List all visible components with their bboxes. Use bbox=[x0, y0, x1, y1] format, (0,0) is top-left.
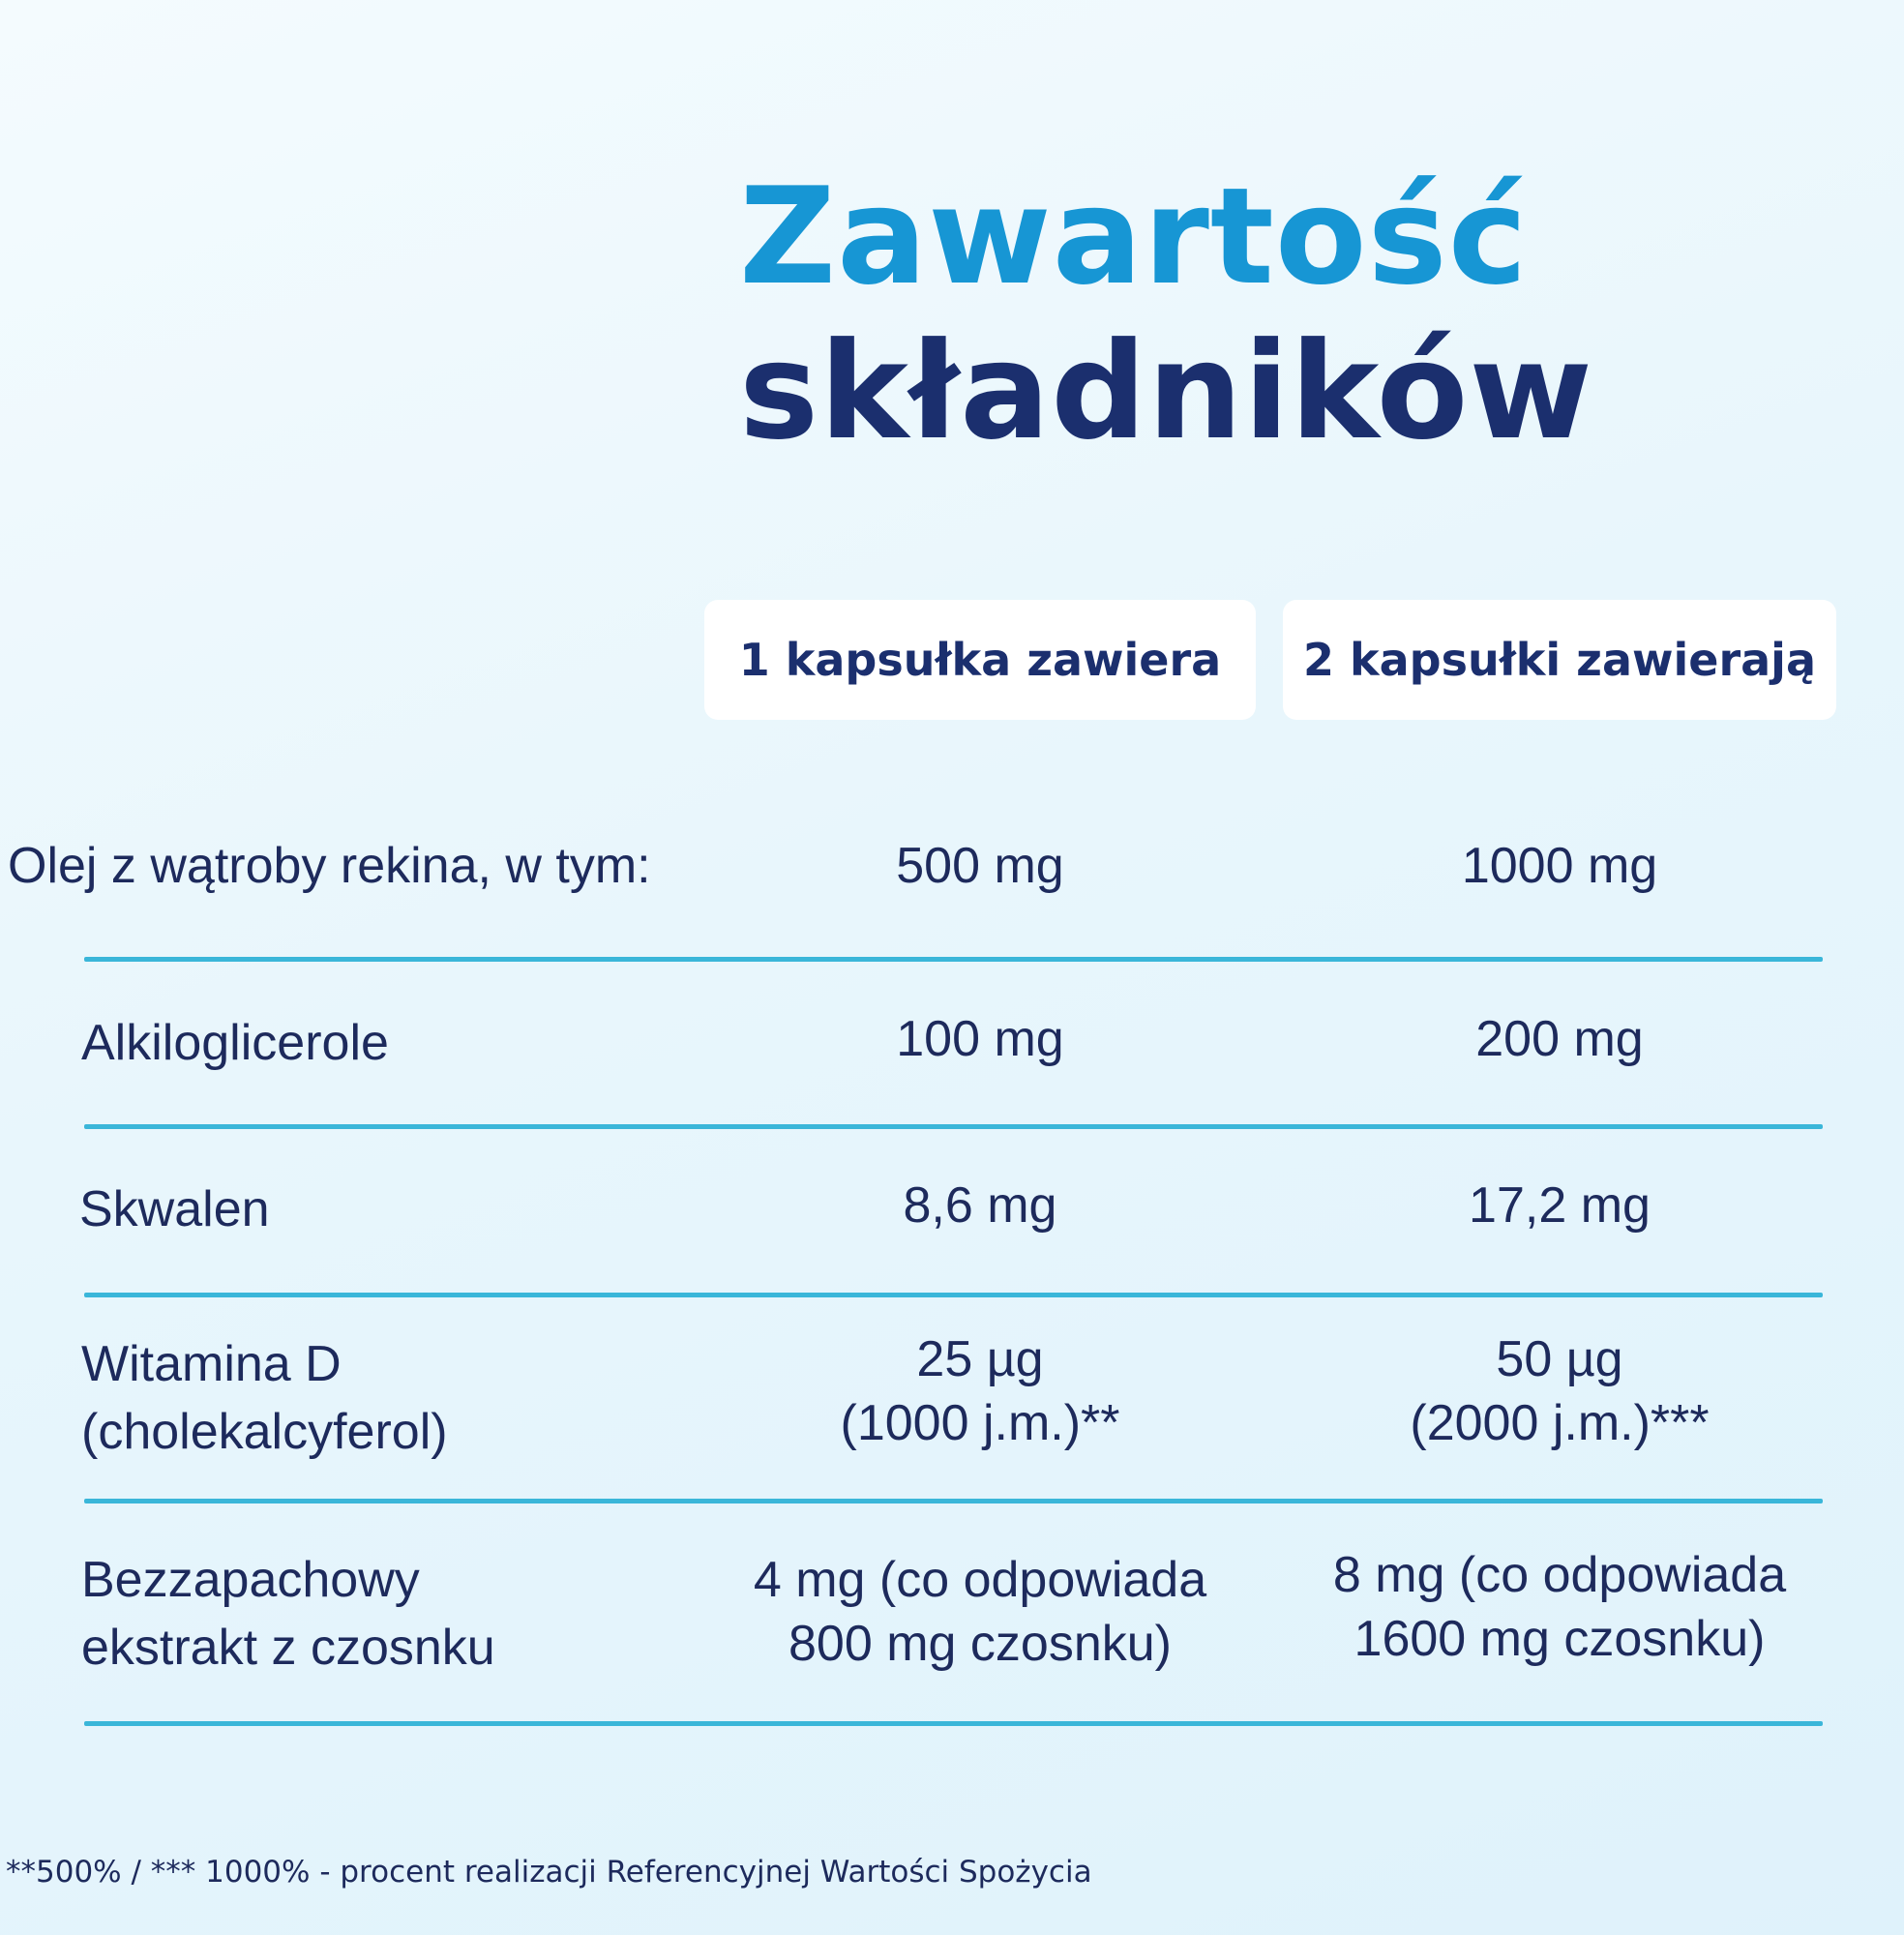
row-value-2-capsules bbox=[1283, 834, 1836, 898]
row-value-2-capsules bbox=[1283, 1543, 1836, 1671]
row-label-line: Alkiloglicerole bbox=[81, 1015, 389, 1071]
column-header-1-capsule: 1 kapsułka zawiera bbox=[704, 600, 1256, 720]
value-line: 1600 mg czosnku) bbox=[1354, 1611, 1766, 1667]
page-title bbox=[739, 160, 1852, 469]
value-line: 500 mg bbox=[896, 838, 1064, 894]
row-label-line: Witamina D bbox=[81, 1336, 342, 1392]
value-line: 25 µg bbox=[916, 1331, 1044, 1387]
row-label-line: (cholekalcyferol) bbox=[81, 1404, 448, 1460]
row-value-1-capsule bbox=[704, 834, 1256, 898]
value-line: 8,6 mg bbox=[903, 1177, 1057, 1234]
row-divider bbox=[84, 1124, 1823, 1129]
title-line-2: składników bbox=[739, 313, 1593, 469]
row-label-line: Bezzapachowy bbox=[81, 1552, 420, 1608]
title-line-1: Zawartość bbox=[739, 159, 1529, 314]
row-label-squalene bbox=[79, 1176, 270, 1243]
value-line: 800 mg czosnku) bbox=[788, 1616, 1172, 1672]
value-line: 50 µg bbox=[1496, 1331, 1623, 1387]
row-divider bbox=[84, 1499, 1823, 1503]
row-divider bbox=[84, 1721, 1823, 1726]
row-label-shark-liver-oil bbox=[8, 832, 651, 900]
value-line: 4 mg (co odpowiada bbox=[753, 1552, 1207, 1608]
value-line: 200 mg bbox=[1475, 1011, 1644, 1067]
row-label-vitamin-d bbox=[81, 1330, 448, 1466]
value-line: 8 mg (co odpowiada bbox=[1332, 1547, 1787, 1603]
row-value-2-capsules bbox=[1283, 1007, 1836, 1071]
row-label-alkylglycerols bbox=[81, 1009, 389, 1077]
value-line: (1000 j.m.)** bbox=[840, 1395, 1120, 1451]
row-label-line: ekstrakt z czosnku bbox=[81, 1620, 495, 1676]
row-value-1-capsule bbox=[704, 1327, 1256, 1455]
value-line: 1000 mg bbox=[1461, 838, 1658, 894]
value-line: (2000 j.m.)*** bbox=[1410, 1395, 1710, 1451]
row-value-2-capsules bbox=[1283, 1174, 1836, 1237]
value-line: 17,2 mg bbox=[1469, 1177, 1651, 1234]
row-value-1-capsule bbox=[704, 1548, 1256, 1676]
row-value-2-capsules bbox=[1283, 1327, 1836, 1455]
row-label-line: Skwalen bbox=[79, 1181, 270, 1237]
row-divider bbox=[84, 957, 1823, 962]
value-line: 100 mg bbox=[896, 1011, 1064, 1067]
row-label-line: Olej z wątroby rekina, w tym: bbox=[8, 838, 651, 894]
row-divider bbox=[84, 1293, 1823, 1297]
row-value-1-capsule bbox=[704, 1007, 1256, 1071]
footnote: **500% / *** 1000% - procent realizacji Referencyjnej Wartości Spożycia bbox=[6, 1855, 1092, 1890]
row-value-1-capsule bbox=[704, 1174, 1256, 1237]
column-header-2-capsules: 2 kapsułki zawierają bbox=[1283, 600, 1836, 720]
row-label-garlic-extract bbox=[81, 1546, 495, 1682]
